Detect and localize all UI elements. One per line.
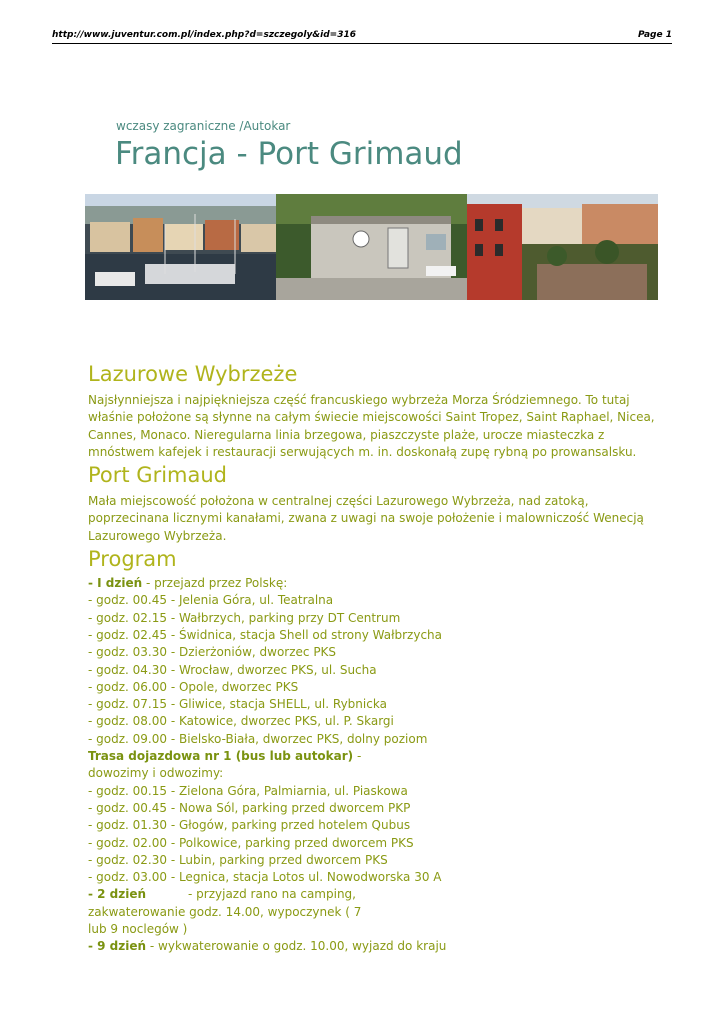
section-heading-port-grimaud: Port Grimaud: [88, 463, 228, 488]
page-title: Francja - Port Grimaud: [115, 136, 463, 172]
day-label: - I dzień: [88, 576, 143, 591]
day-label: - 2 dzień: [88, 887, 147, 902]
stop-item: - godz. 03.00 - Legnica, stacja Lotos ul. Nowodworska 30 A: [88, 870, 442, 885]
section-text-lazurowe: Najsłynniejsza i najpiękniejsza część francuskiego wybrzeża Morza Śródziemnego. To tutaj właśnie położone są słynne na całym świecie miejscowości Saint Tropez, Saint Raphael, Nicea, Cannes, Monaco. Nieregularna linia brzegowa, piaszczyste plaże, urocze miasteczka z mnóstwem kafejek i restauracji serwujących m. in. doskonałą zupę rybną po prowansalsku.: [88, 393, 655, 459]
day-text: - przejazd przez Polskę:: [142, 576, 288, 591]
town-street-photo: [467, 194, 658, 300]
day-text: - przyjazd rano na camping, zakwaterowanie godz. 14.00, wypoczynek ( 7 lub 9 noclegów ): [88, 887, 362, 937]
stop-item: - godz. 09.00 - Bielsko-Biała, dworzec PKS, dolny poziom: [88, 731, 428, 746]
section-text-port-grimaud: Mała miejscowość położona w centralnej części Lazurowego Wybrzeża, nad zatoką, poprzecinana licznymi kanałami, zwana z uwagi na swoje położenie i malowniczość Wenecją Lazurowego Wybrzeża.: [88, 494, 644, 543]
route-text: - dowozimy i odwozimy:: [88, 749, 362, 781]
page-url: http://www.juventur.com.pl/index.php?d=szczegoly&id=316: [52, 30, 357, 40]
photo-banner: [85, 194, 658, 300]
stop-item: - godz. 08.00 - Katowice, dworzec PKS, ul. P. Skargi: [88, 714, 394, 729]
program-day-1: [88, 575, 668, 592]
print-header: [52, 30, 672, 44]
stop-item: - godz. 00.45 - Jelenia Góra, ul. Teatralna: [88, 593, 334, 608]
stop-item: - godz. 01.30 - Głogów, parking przed hotelem Qubus: [88, 818, 411, 833]
route-1: [88, 748, 408, 783]
program-day-9: [88, 938, 668, 955]
mobile-home-photo: [276, 194, 467, 300]
breadcrumb[interactable]: wczasy zagraniczne /Autokar: [116, 119, 291, 133]
stop-item: - godz. 00.15 - Zielona Góra, Palmiarnia, ul. Piaskowa: [88, 783, 408, 798]
program-list: [88, 575, 668, 956]
program-day-2: [88, 886, 378, 938]
stop-item: - godz. 02.30 - Lubin, parking przed dworcem PKS: [88, 852, 388, 867]
stop-item: - godz. 07.15 - Gliwice, stacja SHELL, ul. Rybnicka: [88, 697, 387, 712]
day-text: - wykwaterowanie o godz. 10.00, wyjazd do kraju: [146, 939, 447, 954]
stop-item: - godz. 03.30 - Dzierżoniów, dworzec PKS: [88, 645, 337, 660]
route-label: Trasa dojazdowa nr 1 (bus lub autokar): [88, 749, 354, 764]
stop-item: - godz. 02.45 - Świdnica, stacja Shell od strony Wałbrzycha: [88, 627, 442, 642]
stop-item: - godz. 02.15 - Wałbrzych, parking przy DT Centrum: [88, 610, 401, 625]
section-heading-lazurowe: Lazurowe Wybrzeże: [88, 362, 298, 386]
stop-item: - godz. 06.00 - Opole, dworzec PKS: [88, 679, 299, 694]
harbor-photo: [85, 194, 276, 300]
stop-item: - godz. 04.30 - Wrocław, dworzec PKS, ul. Sucha: [88, 662, 377, 677]
stop-item: - godz. 02.00 - Polkowice, parking przed dworcem PKS: [88, 835, 414, 850]
header-divider: [52, 43, 672, 44]
page-number: Page 1: [637, 30, 672, 40]
section-heading-program: Program: [88, 547, 177, 572]
stop-item: - godz. 00.45 - Nowa Sól, parking przed dworcem PKP: [88, 800, 411, 815]
main-content: [88, 360, 668, 956]
day-label: - 9 dzień: [88, 939, 147, 954]
